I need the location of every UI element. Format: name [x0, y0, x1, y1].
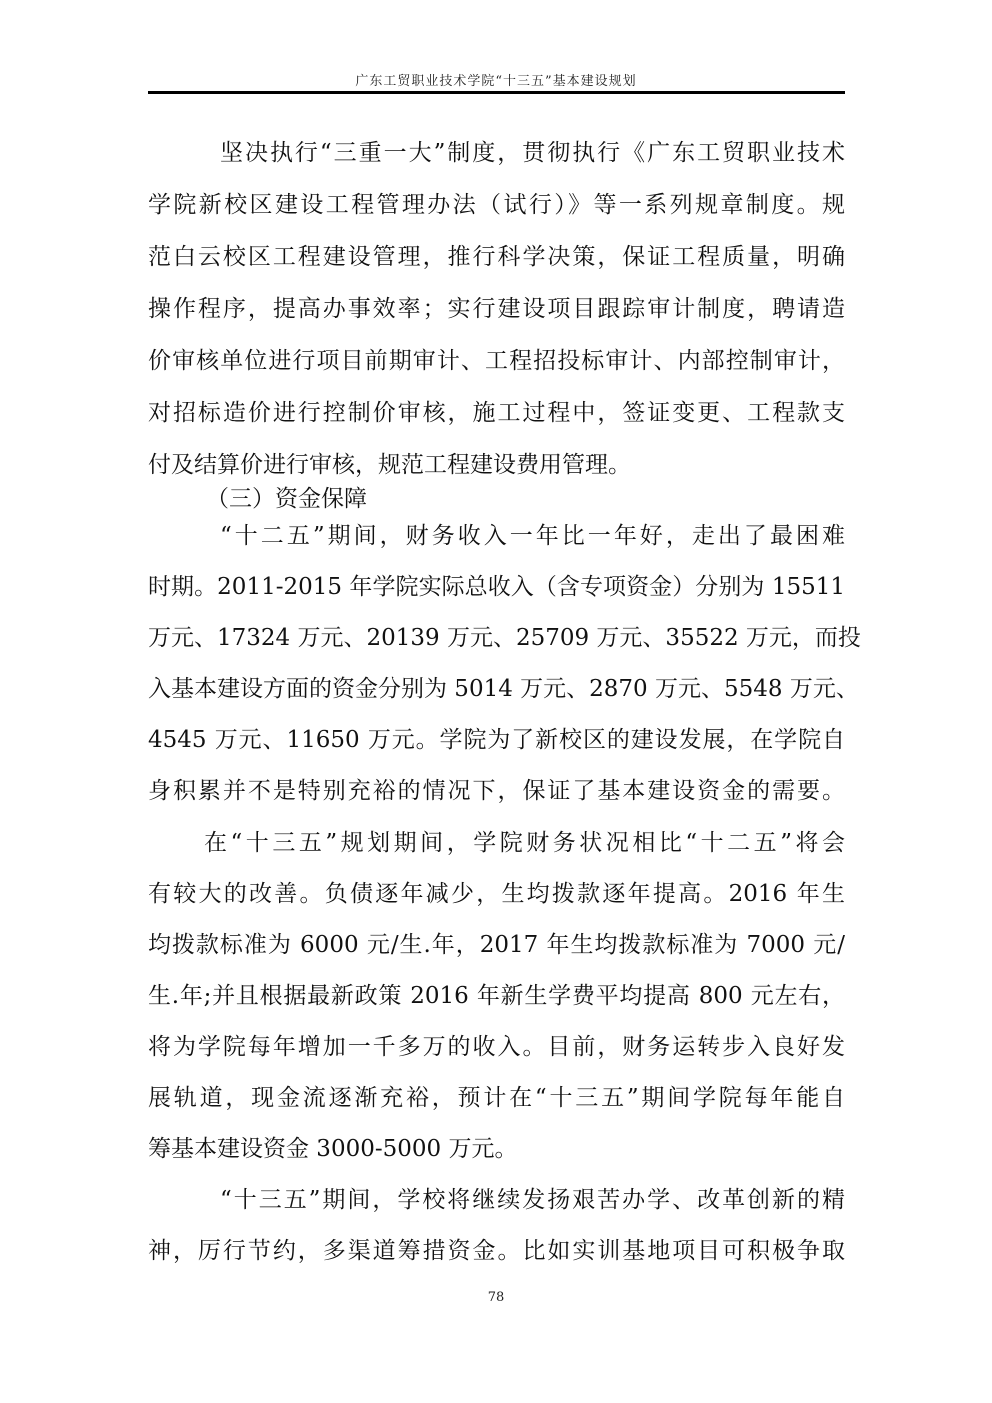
paragraph-line: 范白云校区工程建设管理，推行科学决策，保证工程质量，明确: [148, 244, 845, 270]
header-divider: [148, 91, 845, 94]
paragraph-line: 操作程序，提高办事效率；实行建设项目跟踪审计制度，聘请造: [148, 296, 845, 322]
paragraph-line: 身积累并不是特别充裕的情况下，保证了基本建设资金的需要。: [148, 778, 845, 804]
paragraph-line: 筹基本建设资金 3000-5000 万元。: [148, 1136, 518, 1162]
paragraph-line: 万元、17324 万元、20139 万元、25709 万元、35522 万元，而投: [148, 625, 861, 651]
section-heading: （三）资金保障: [206, 486, 367, 512]
paragraph-line: 对招标造价进行控制价审核，施工过程中，签证变更、工程款支: [148, 400, 845, 426]
paragraph-line: 展轨道，现金流逐渐充裕，预计在“十三五”期间学院每年能自: [148, 1085, 845, 1111]
paragraph-line: 神，厉行节约，多渠道筹措资金。比如实训基地项目可积极争取: [148, 1238, 845, 1264]
paragraph-line: 在“十三五”规划期间，学院财务状况相比“十二五”将会: [204, 830, 845, 856]
paragraph-line: 有较大的改善。负债逐年减少，生均拨款逐年提高。2016 年生: [148, 881, 845, 907]
paragraph-line: “十三五”期间，学校将继续发扬艰苦办学、改革创新的精: [220, 1187, 845, 1213]
page-number: 78: [487, 1290, 505, 1305]
paragraph-line: 均拨款标准为 6000 元/生.年，2017 年生均拨款标准为 7000 元/: [148, 932, 845, 958]
paragraph-line: 付及结算价进行审核，规范工程建设费用管理。: [148, 452, 631, 478]
paragraph-line: 4545 万元、11650 万元。学院为了新校区的建设发展，在学院自: [148, 727, 845, 753]
paragraph-line: “十二五”期间，财务收入一年比一年好，走出了最困难: [220, 523, 845, 549]
paragraph-line: 学院新校区建设工程管理办法（试行）》等一系列规章制度。规: [148, 192, 845, 218]
paragraph-line: 入基本建设方面的资金分别为 5014 万元、2870 万元、5548 万元、: [148, 676, 859, 702]
paragraph-line: 价审核单位进行项目前期审计、工程招投标审计、内部控制审计，: [148, 348, 845, 374]
paragraph-line: 时期。2011-2015 年学院实际总收入（含专项资金）分别为 15511: [148, 574, 845, 600]
running-header: 广东工贸职业技术学院“十三五”基本建设规划: [355, 74, 637, 89]
paragraph-line: 生.年;并且根据最新政策 2016 年新生学费平均提高 800 元左右，: [148, 983, 845, 1009]
paragraph-line: 将为学院每年增加一千多万的收入。目前，财务运转步入良好发: [148, 1034, 845, 1060]
paragraph-line: 坚决执行“三重一大”制度，贯彻执行《广东工贸职业技术: [220, 140, 845, 166]
